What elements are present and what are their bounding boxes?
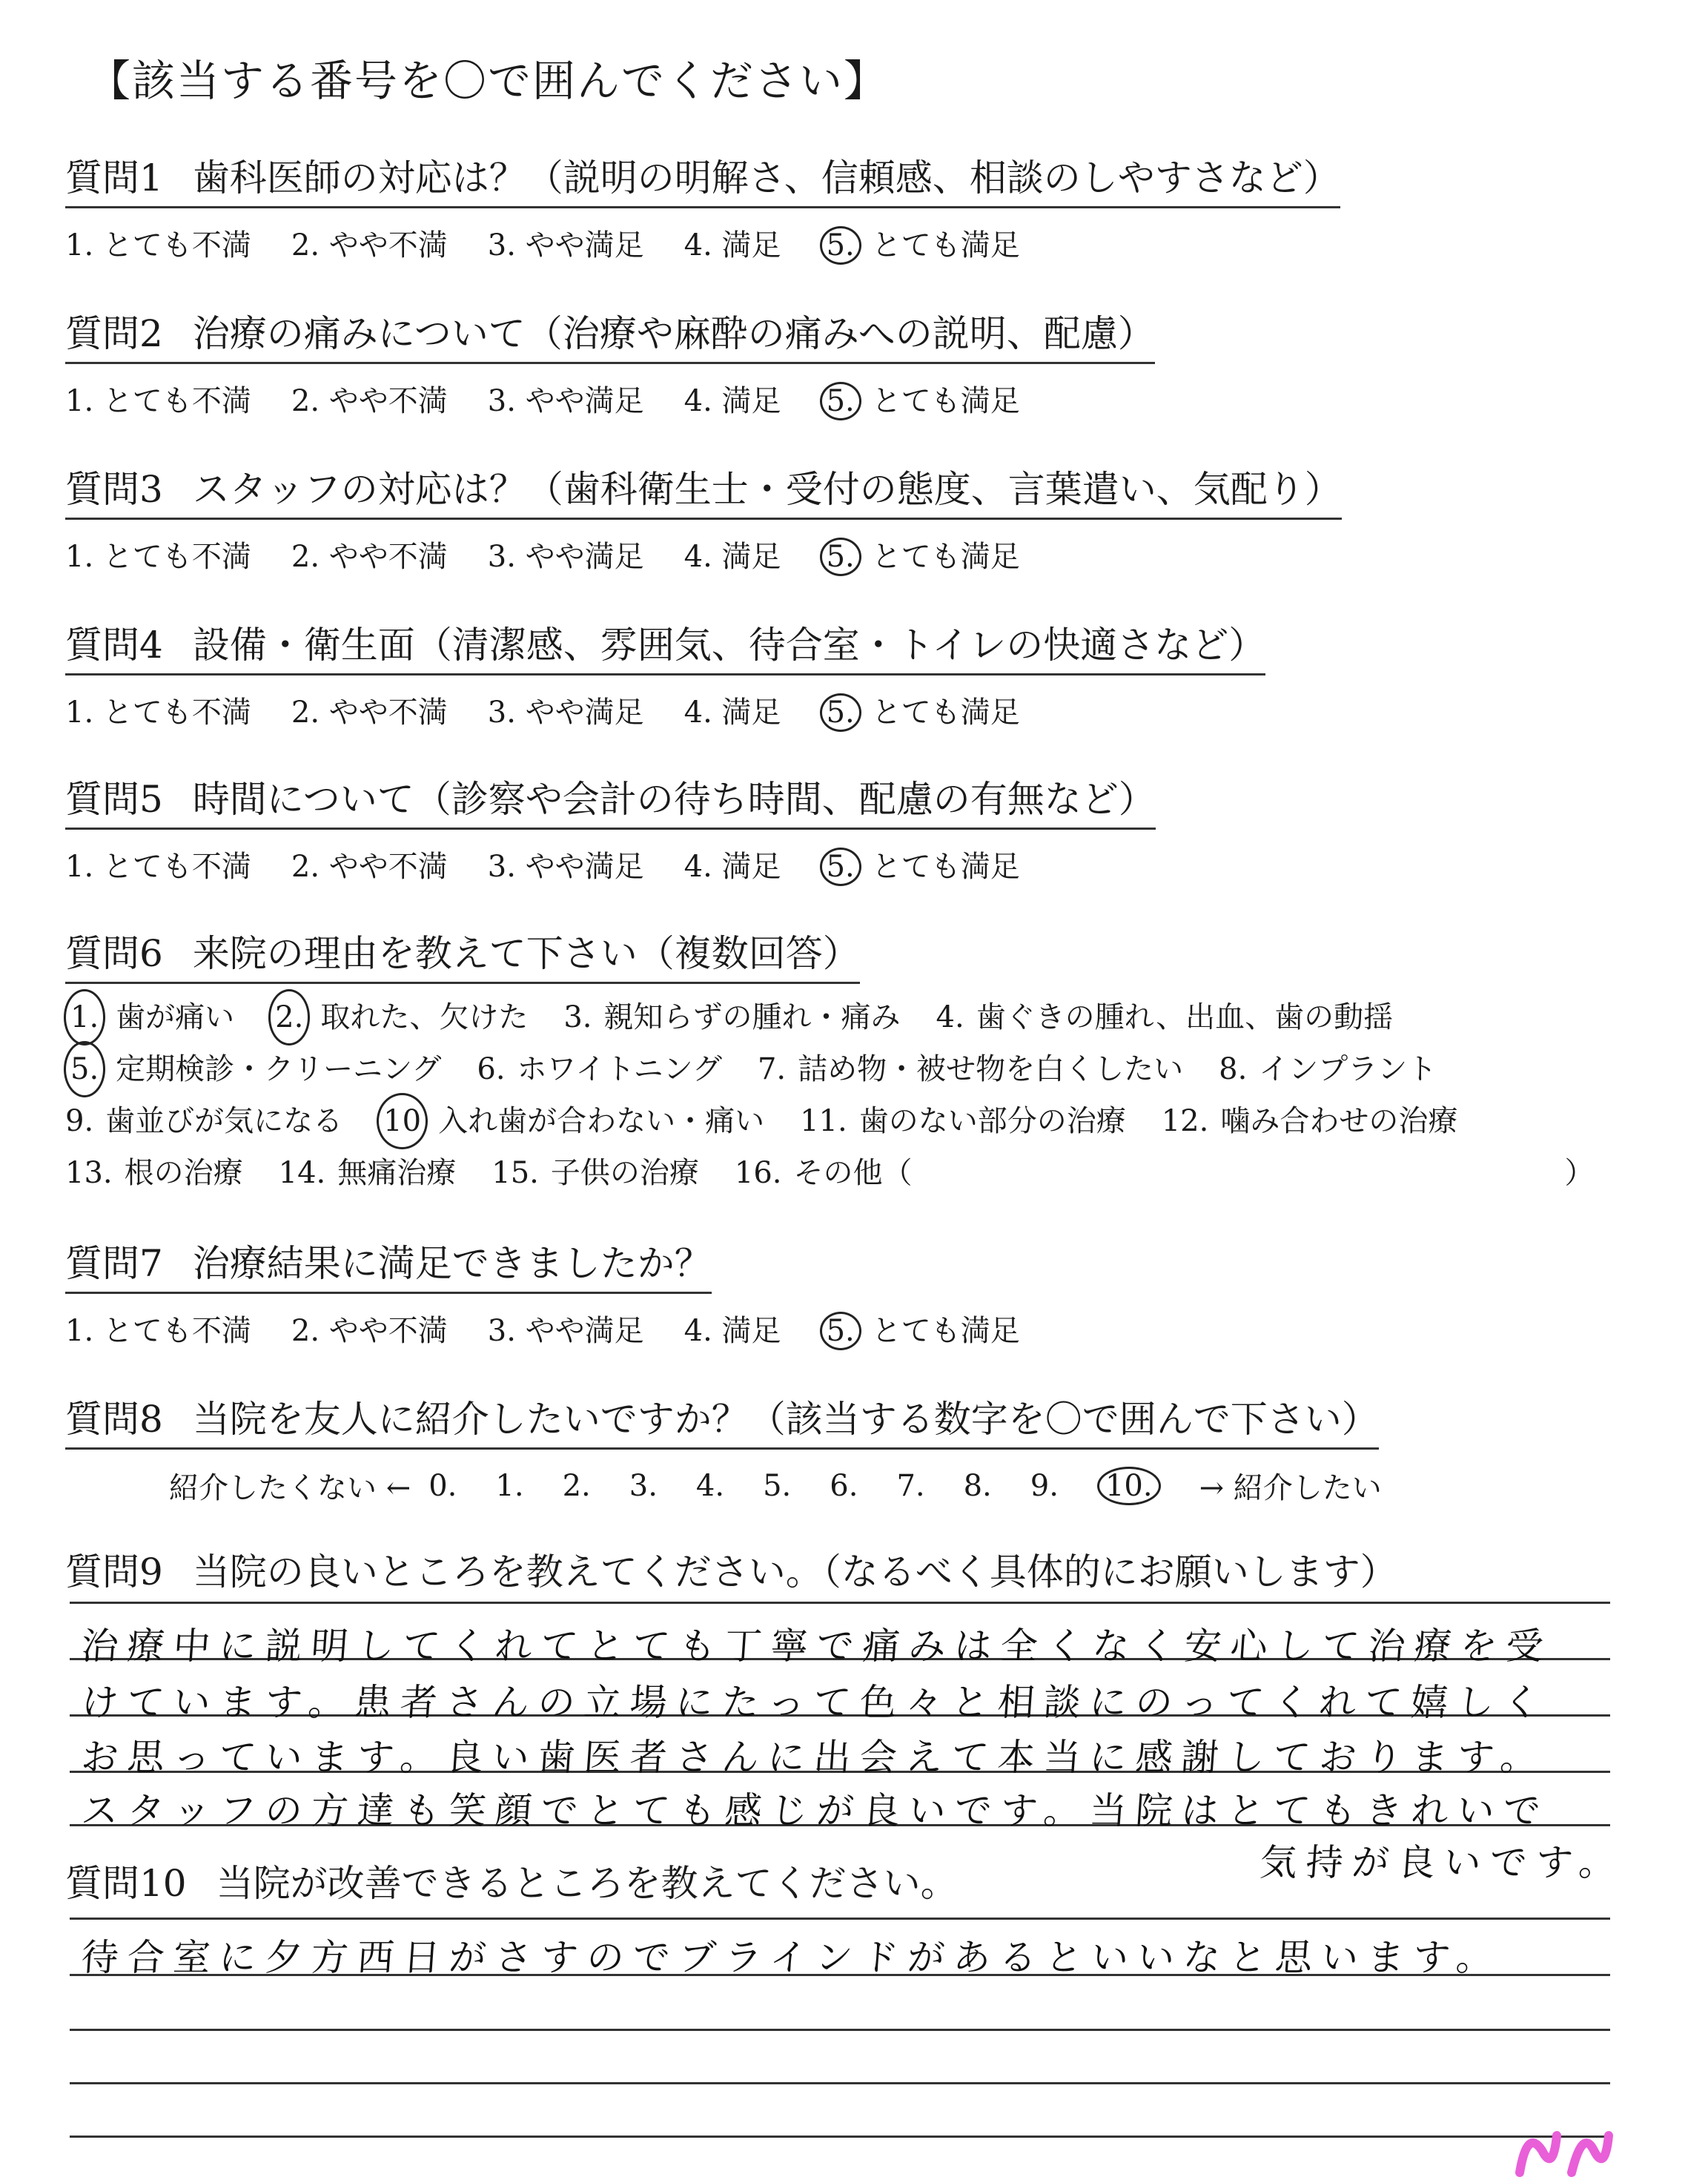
reason-number: 2. <box>268 989 310 1046</box>
question-number: 質問1 <box>65 156 163 199</box>
circled-number: 5. <box>820 693 861 732</box>
reason-text: その他（ ） <box>793 1156 1595 1190</box>
question-text: 来院の理由を教えて下さい（複数回答） <box>192 932 860 975</box>
circled-number: 5. <box>820 538 861 576</box>
reason-option[interactable] <box>279 1147 457 1199</box>
reason-number: 7. <box>757 1052 787 1086</box>
scale-number[interactable]: 4. <box>695 1468 725 1503</box>
satisfaction-option[interactable]: 1. とても不満 <box>65 1314 251 1348</box>
reason-option[interactable] <box>735 1147 1595 1199</box>
scale-number[interactable]: 0. <box>428 1468 457 1503</box>
scale-number[interactable]: 7. <box>896 1468 925 1503</box>
reason-number: 5. <box>64 1041 105 1097</box>
question-text: 当院が改善できるところを教えてください。 <box>216 1862 958 1905</box>
reason-number: 9. <box>65 1104 94 1138</box>
scale-number[interactable]: 5. <box>763 1468 792 1503</box>
question-title <box>65 770 1156 830</box>
scale-number[interactable]: 6. <box>830 1468 858 1503</box>
reason-text: 歯のない部分の治療 <box>858 1104 1126 1138</box>
question-1 <box>65 148 1666 264</box>
reason-text: 無痛治療 <box>337 1156 457 1190</box>
satisfaction-option[interactable]: 2. やや不満 <box>291 696 448 730</box>
satisfaction-option[interactable]: 4. 満足 <box>683 540 781 574</box>
ruled-line <box>70 2029 1610 2031</box>
satisfaction-options <box>65 689 1666 731</box>
reason-option[interactable] <box>270 991 528 1043</box>
reason-number: 11. <box>800 1104 847 1138</box>
satisfaction-options <box>65 533 1666 575</box>
question-number: 質問10 <box>65 1862 187 1905</box>
question-number: 質問4 <box>65 624 163 667</box>
reason-text: 噛み合わせの治療 <box>1220 1104 1458 1138</box>
satisfaction-option[interactable]: 4. 満足 <box>683 1314 781 1348</box>
reason-options <box>65 991 1666 1199</box>
scale-number[interactable]: 1. <box>495 1468 524 1503</box>
reason-row <box>65 1043 1666 1095</box>
page-title: 【該当する番号を〇で囲んでください】 <box>87 56 889 106</box>
ruled-line <box>70 1918 1610 1920</box>
reason-number: 15. <box>491 1156 539 1190</box>
reason-number: 8. <box>1219 1052 1248 1086</box>
scale-number[interactable]: 3. <box>629 1468 658 1503</box>
satisfaction-option[interactable]: 1. とても不満 <box>65 696 251 730</box>
satisfaction-option[interactable]: 3. やや満足 <box>487 696 644 730</box>
question-text: 当院を友人に紹介したいですか？（該当する数字を〇で囲んで下さい） <box>192 1398 1379 1441</box>
option-text: とても満足 <box>871 228 1020 262</box>
question-text: 時間について（診察や会計の待ち時間、配慮の有無など） <box>192 778 1156 821</box>
question-title <box>65 1390 1379 1450</box>
reason-number: 4. <box>936 1000 964 1034</box>
scale-right-label: → 紹介したい <box>1199 1471 1382 1505</box>
satisfaction-option[interactable]: 4. 満足 <box>683 228 781 262</box>
handwritten-answer-line: 治療中に説明してくれてとても丁寧で痛みは全くなく安心して治療を受 <box>79 1625 1554 1668</box>
circled-number: 5. <box>820 382 861 420</box>
question-2 <box>65 304 1666 420</box>
handwritten-answer-line: 待合室に夕方西日がさすのでブラインドがあるといいなと思います。 <box>79 1936 1504 1979</box>
satisfaction-option[interactable]: 3. やや満足 <box>487 850 644 884</box>
reason-option[interactable] <box>65 991 234 1043</box>
satisfaction-option[interactable]: 2. やや不満 <box>291 384 448 418</box>
question-number: 質問6 <box>65 932 163 975</box>
question-10 <box>65 1854 1666 1907</box>
question-title <box>65 1542 1666 1596</box>
option-text: とても満足 <box>871 384 1020 418</box>
satisfaction-option[interactable]: 3. やや満足 <box>487 228 644 262</box>
satisfaction-option-selected[interactable] <box>821 533 1020 575</box>
reason-option[interactable] <box>936 991 1394 1043</box>
reason-row <box>65 1095 1666 1147</box>
question-text: 設備・衛生面（清潔感、雰囲気、待合室・トイレの快適さなど） <box>192 624 1266 667</box>
scale-selected-number: 10. <box>1097 1467 1161 1505</box>
reason-number: 3. <box>563 1000 592 1034</box>
scale-left-label: 紹介したくない ← <box>169 1471 411 1505</box>
recommend-scale <box>169 1464 1666 1507</box>
question-number: 質問7 <box>65 1242 163 1285</box>
satisfaction-option[interactable]: 3. やや満足 <box>487 540 644 574</box>
satisfaction-option[interactable]: 2. やや不満 <box>291 228 448 262</box>
question-number: 質問9 <box>65 1550 163 1593</box>
question-number: 質問3 <box>65 468 163 511</box>
question-6 <box>65 924 1666 1199</box>
reason-number: 10 <box>377 1093 428 1149</box>
reason-text: インプラント <box>1259 1052 1437 1086</box>
option-text: とても満足 <box>871 540 1020 574</box>
satisfaction-option-selected[interactable] <box>821 689 1020 731</box>
question-8 <box>65 1390 1666 1507</box>
question-title <box>65 1854 1666 1907</box>
circled-number: 5. <box>820 848 861 886</box>
satisfaction-option[interactable]: 4. 満足 <box>683 696 781 730</box>
reason-number: 13. <box>65 1156 113 1190</box>
reason-text: ホワイトニング <box>517 1052 722 1086</box>
reason-text: 子供の治療 <box>550 1156 699 1190</box>
satisfaction-option[interactable]: 1. とても不満 <box>65 850 251 884</box>
reason-option[interactable] <box>378 1095 764 1147</box>
scale-number[interactable]: 9. <box>1030 1468 1059 1503</box>
reason-text: 取れた、欠けた <box>320 1000 529 1034</box>
question-number: 質問8 <box>65 1398 163 1441</box>
satisfaction-option[interactable]: 1. とても不満 <box>65 540 251 574</box>
reason-number: 16. <box>734 1156 782 1190</box>
satisfaction-option[interactable]: 4. 満足 <box>683 384 781 418</box>
satisfaction-option-selected[interactable] <box>821 377 1020 420</box>
satisfaction-option[interactable]: 3. やや満足 <box>487 384 644 418</box>
question-7 <box>65 1234 1666 1350</box>
question-text: 治療の痛みについて（治療や麻酔の痛みへの説明、配慮） <box>192 312 1155 355</box>
question-text: スタッフの対応は？（歯科衛生士・受付の態度、言葉遣い、気配り） <box>192 468 1342 511</box>
reason-option[interactable] <box>563 991 900 1043</box>
reason-text: 入れ歯が合わない・痛い <box>438 1104 765 1138</box>
reason-option[interactable] <box>1219 1043 1437 1095</box>
question-4 <box>65 615 1666 731</box>
satisfaction-options <box>65 377 1666 420</box>
option-text: とても満足 <box>871 1314 1020 1348</box>
reason-number: 12. <box>1161 1104 1209 1138</box>
scale-number[interactable]: 8. <box>963 1468 992 1503</box>
pink-marker-scribble <box>1512 2121 1616 2180</box>
reason-option[interactable] <box>65 1147 243 1199</box>
circled-number: 5. <box>820 1312 861 1350</box>
question-5 <box>65 770 1666 885</box>
question-number: 質問5 <box>65 778 163 821</box>
question-title <box>65 304 1155 364</box>
handwritten-answer-line: お思っています。良い歯医者さんに出会えて本当に感謝しております。 <box>79 1736 1548 1779</box>
reason-option[interactable] <box>1162 1095 1458 1147</box>
question-number: 質問2 <box>65 312 163 355</box>
satisfaction-options <box>65 222 1666 264</box>
question-title <box>65 1234 712 1294</box>
reason-option[interactable] <box>758 1043 1183 1095</box>
question-title <box>65 148 1340 208</box>
question-text: 当院の良いところを教えてください。（なるべく具体的にお願いします） <box>192 1550 1397 1593</box>
satisfaction-option[interactable]: 2. やや不満 <box>291 540 448 574</box>
scale-number[interactable]: 2. <box>562 1468 591 1503</box>
satisfaction-option[interactable]: 3. やや満足 <box>487 1314 644 1348</box>
satisfaction-option-selected[interactable] <box>821 843 1020 885</box>
handwritten-answer-line: けています。患者さんの立場にたって色々と相談にのってくれて嬉しく <box>79 1681 1551 1724</box>
reason-text: 定期検診・クリーニング <box>116 1052 442 1086</box>
handwritten-answer-line: 気持が良いです。 <box>1258 1841 1626 1884</box>
handwritten-answer-line: スタッフの方達も笑顔でとても感じが良いです。当院はとてもきれいで <box>79 1789 1551 1832</box>
reason-option[interactable] <box>65 1095 342 1147</box>
satisfaction-option[interactable]: 2. やや不満 <box>291 1314 448 1348</box>
question-9 <box>65 1542 1666 1596</box>
question-text: 治療結果に満足できましたか？ <box>192 1242 712 1285</box>
reason-text: 歯並びが気になる <box>105 1104 343 1138</box>
question-3 <box>65 460 1666 575</box>
reason-text: 親知らずの腫れ・痛み <box>603 1000 901 1034</box>
reason-option[interactable] <box>800 1095 1126 1147</box>
satisfaction-options <box>65 843 1666 885</box>
ruled-line <box>70 2136 1610 2138</box>
question-text: 歯科医師の対応は？（説明の明解さ、信頼感、相談のしやすさなど） <box>192 156 1340 199</box>
option-text: とても満足 <box>871 850 1020 884</box>
reason-text: 詰め物・被せ物を白くしたい <box>798 1052 1184 1086</box>
satisfaction-option[interactable]: 1. とても不満 <box>65 228 251 262</box>
reason-text: 歯が痛い <box>116 1000 235 1034</box>
reason-number: 6. <box>477 1052 506 1086</box>
option-text: とても満足 <box>871 696 1020 730</box>
question-title <box>65 615 1265 676</box>
satisfaction-option-selected[interactable] <box>821 1307 1020 1350</box>
satisfaction-option[interactable]: 1. とても不満 <box>65 384 251 418</box>
reason-row <box>65 1147 1666 1199</box>
scale-selected[interactable] <box>1097 1469 1161 1503</box>
reason-option[interactable] <box>491 1147 699 1199</box>
reason-text: 根の治療 <box>124 1156 243 1190</box>
satisfaction-options <box>65 1307 1666 1350</box>
satisfaction-option[interactable]: 4. 満足 <box>683 850 781 884</box>
reason-number: 14. <box>278 1156 326 1190</box>
question-title <box>65 924 860 984</box>
circled-number: 5. <box>820 226 861 265</box>
question-title <box>65 460 1342 520</box>
satisfaction-option[interactable]: 2. やや不満 <box>291 850 448 884</box>
ruled-line <box>70 1602 1610 1604</box>
satisfaction-option-selected[interactable] <box>821 222 1020 264</box>
reason-option[interactable] <box>65 1043 441 1095</box>
reason-row <box>65 991 1666 1043</box>
reason-text: 歯ぐきの腫れ、出血、歯の動揺 <box>976 1000 1394 1034</box>
ruled-line <box>70 2082 1610 2084</box>
reason-option[interactable] <box>477 1043 722 1095</box>
reason-number: 1. <box>64 989 105 1046</box>
